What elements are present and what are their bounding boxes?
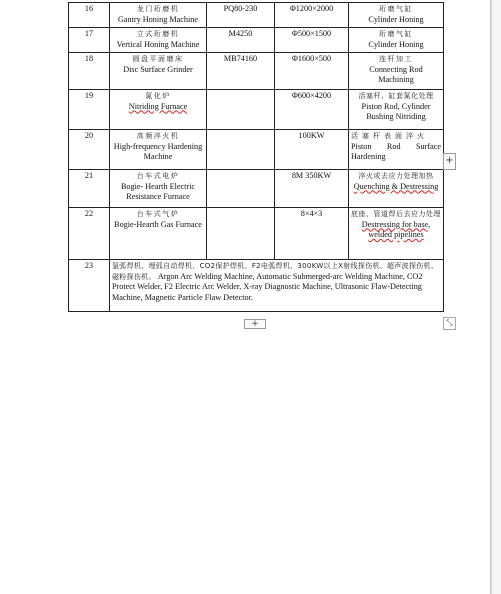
equipment-name-cell bbox=[110, 130, 207, 170]
table-row bbox=[69, 170, 444, 208]
usage-en: Cylinder Honing bbox=[368, 39, 424, 49]
spec-cell: 8×4×3 bbox=[275, 208, 349, 260]
table-row bbox=[69, 90, 444, 130]
model-cell bbox=[207, 208, 275, 260]
row-number: 16 bbox=[69, 3, 110, 28]
spec-cell: Φ600×4200 bbox=[275, 90, 349, 130]
equipment-name-en: Vertical Honing Machine bbox=[116, 39, 200, 49]
usage-en: Piston Rod, Cylinder Bushing Nitriding bbox=[361, 101, 431, 121]
spec-cell: Φ1600×500 bbox=[275, 53, 349, 90]
equipment-name-en: Bogie- Hearth Electric Resistance Furnace bbox=[120, 181, 196, 201]
usage-cell bbox=[349, 90, 444, 130]
row-number: 17 bbox=[69, 28, 110, 53]
row-number: 20 bbox=[69, 130, 110, 170]
equipment-name-zh: 圆盘平面磨床 bbox=[132, 55, 184, 63]
table-row bbox=[69, 260, 444, 312]
model-cell bbox=[207, 170, 275, 208]
usage-en: Quenching & Destressing bbox=[353, 181, 439, 191]
usage-cell bbox=[349, 208, 444, 260]
merged-equipment-en: Argon Arc Welding Machine, Automatic Submerged-arc Welding Machine, CO2 Protect Welder, F2 Electric Arc Welder, X-ray Diagnostic Machine, Ultrasonic Flaw-Detecting Machine, Magnetic Particle Flaw Detector. bbox=[112, 271, 423, 302]
model-cell bbox=[207, 130, 275, 170]
usage-cell bbox=[349, 130, 444, 170]
usage-zh: 底座、管道焊后去应力处理 bbox=[351, 210, 441, 218]
table-row bbox=[69, 28, 444, 53]
usage-zh: 珩磨气缸 bbox=[379, 5, 413, 13]
usage-cell bbox=[349, 3, 444, 28]
equipment-name-zh: 氮化炉 bbox=[145, 92, 171, 100]
add-column-button[interactable]: + bbox=[443, 153, 456, 170]
equipment-name-cell bbox=[110, 28, 207, 53]
equipment-name-en: Gantry Honing Machine bbox=[117, 14, 199, 24]
usage-zh: 连杆加工 bbox=[379, 55, 413, 63]
table-resize-handle[interactable]: ⤡ bbox=[443, 317, 456, 330]
add-row-button[interactable]: + bbox=[244, 319, 266, 329]
usage-zh: 珩磨气缸 bbox=[379, 30, 413, 38]
page-scroll-edge bbox=[491, 0, 501, 594]
usage-cell bbox=[349, 53, 444, 90]
equipment-name-zh: 高频淬火机 bbox=[136, 132, 180, 140]
usage-en: Cylinder Honing bbox=[368, 14, 424, 24]
equipment-name-zh: 立式珩磨机 bbox=[136, 30, 180, 38]
spec-cell: 100KW bbox=[275, 130, 349, 170]
merged-equipment-cell bbox=[110, 260, 444, 312]
table-row bbox=[69, 53, 444, 90]
spec-cell: 8M 350KW bbox=[275, 170, 349, 208]
usage-en: Piston Rod Surface Hardening bbox=[351, 141, 441, 161]
table-row bbox=[69, 208, 444, 260]
model-cell bbox=[207, 90, 275, 130]
equipment-name-en: Bogie-Hearth Gas Furnace bbox=[114, 219, 202, 229]
row-number: 18 bbox=[69, 53, 110, 90]
equipment-name-zh: 台车式电炉 bbox=[136, 172, 180, 180]
model-cell: MB74160 bbox=[207, 53, 275, 90]
row-number: 23 bbox=[69, 260, 110, 312]
model-cell: PQ80-230 bbox=[207, 3, 275, 28]
equipment-name-zh: 龙门珩磨机 bbox=[136, 5, 180, 13]
equipment-table bbox=[68, 2, 444, 312]
row-number: 21 bbox=[69, 170, 110, 208]
spec-cell: Φ1200×2000 bbox=[275, 3, 349, 28]
equipment-name-en: Nitriding Furnace bbox=[128, 101, 188, 111]
equipment-name-cell bbox=[110, 170, 207, 208]
spec-cell: Φ500×1500 bbox=[275, 28, 349, 53]
usage-cell bbox=[349, 170, 444, 208]
equipment-name-cell bbox=[110, 208, 207, 260]
usage-zh: 淬火或去应力处理加热 bbox=[358, 172, 434, 180]
table-row bbox=[69, 3, 444, 28]
equipment-name-cell bbox=[110, 90, 207, 130]
equipment-name-cell bbox=[110, 53, 207, 90]
usage-cell bbox=[349, 28, 444, 53]
usage-en: Destressing for base, welded pipelines bbox=[361, 219, 431, 239]
usage-en: Connecting Rod Machining bbox=[369, 64, 423, 84]
merged-equipment-zh: 氩弧焊机、埋弧自动焊机、CO2保护焊机、F2电弧焊机、300KW以上X射线探伤机、超声波探伤机、磁粉探伤机。 bbox=[112, 262, 439, 281]
equipment-name-en: High-frequency Hardening Machine bbox=[113, 141, 203, 161]
equipment-name-cell bbox=[110, 3, 207, 28]
equipment-name-en: Disc Surface Grinder bbox=[123, 64, 193, 74]
equipment-name-zh: 台车式气炉 bbox=[136, 210, 180, 218]
model-cell: M4250 bbox=[207, 28, 275, 53]
usage-zh: 活塞杆、缸套氮化处理 bbox=[358, 92, 434, 100]
row-number: 22 bbox=[69, 208, 110, 260]
row-number: 19 bbox=[69, 90, 110, 130]
usage-zh: 活塞杆表面淬火 bbox=[351, 132, 428, 140]
table-row bbox=[69, 130, 444, 170]
